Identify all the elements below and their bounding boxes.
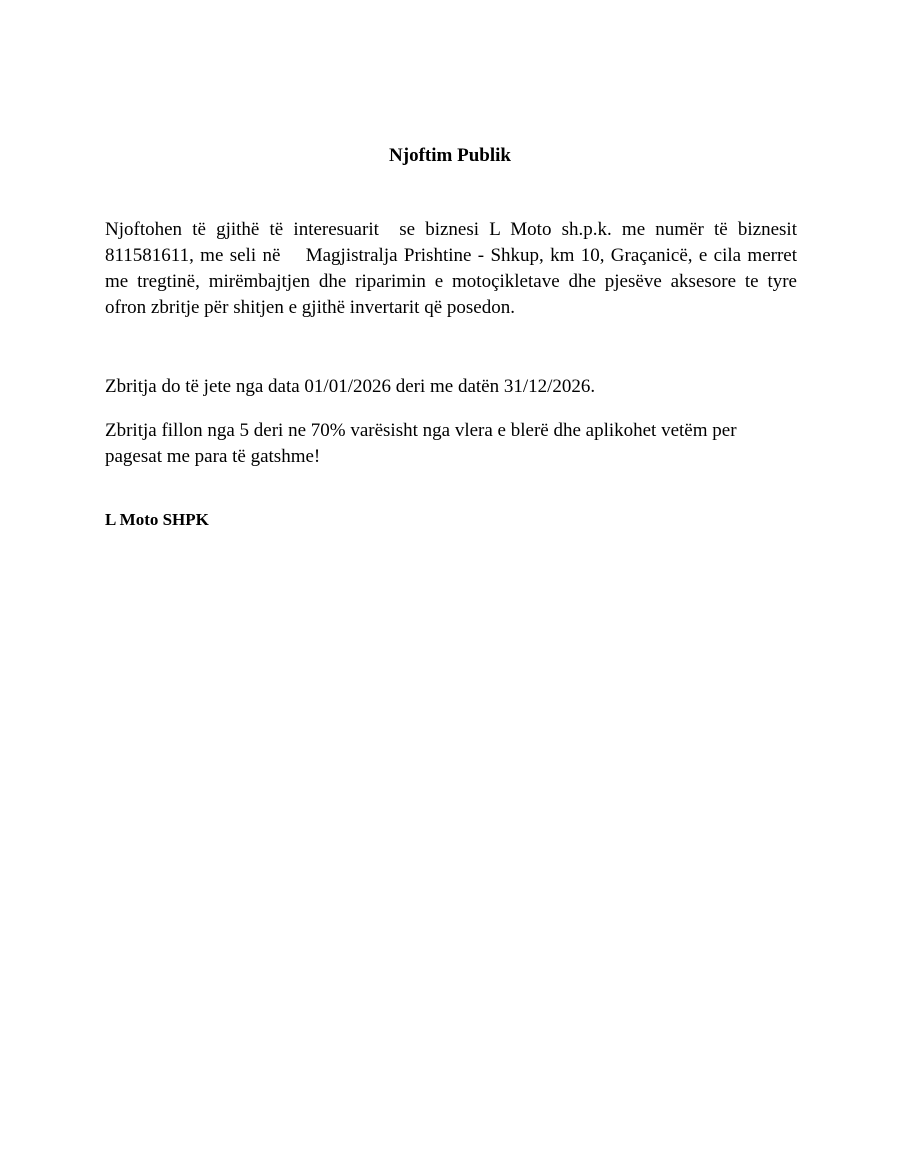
discount-period-paragraph: Zbritja do të jete nga data 01/01/2026 deri me datën 31/12/2026. [105, 376, 596, 397]
discount-terms-paragraph: Zbritja fillon nga 5 deri ne 70% varësisht nga vlera e blerë dhe aplikohet vetëm per pagesat me para të gatshme! [105, 420, 737, 467]
announcement-paragraph: Njoftohen të gjithë të interesuarit se biznesi L Moto sh.p.k. me numër të biznesit 811581611, me seli në Magjistralja Prishtine - Shkup, km 10, Graçanicë, e cila merret me tregtinë, mirëmbajtjen dhe riparimin e motoçikletave dhe pjesëve aksesore te tyre ofron zbritje për shitjen e gjithë invertarit që posedon. [105, 219, 802, 318]
signature: L Moto SHPK [105, 510, 209, 529]
document-title: Njoftim Publik [389, 145, 511, 166]
